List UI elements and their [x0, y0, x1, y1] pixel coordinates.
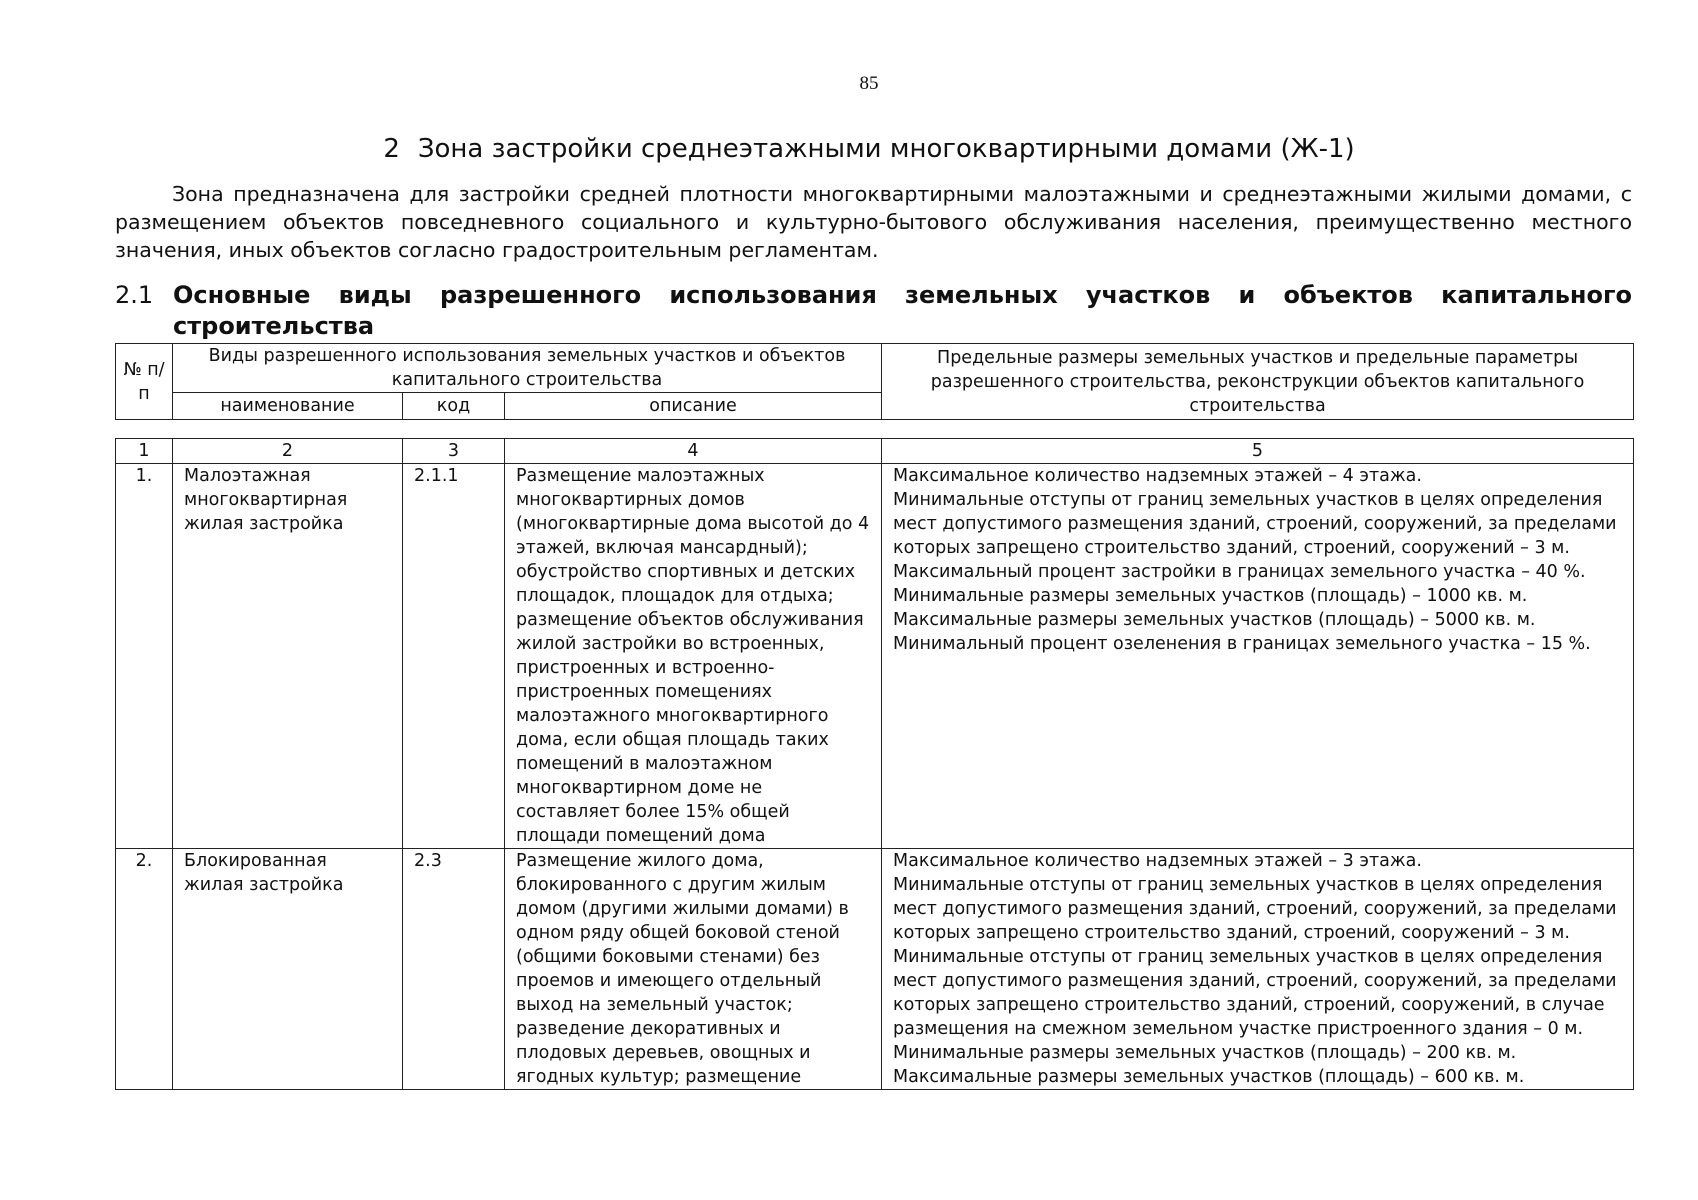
param-line: Минимальные отступы от границ земельных участков в целях определения мест допустимого размещения зданий, строений, сооружений, за пределами которых запрещено строительство зданий, строений, сооружений – 3 м. [893, 875, 1617, 943]
row-name: Блокированная жилая застройка [173, 849, 403, 1090]
table-header [115, 343, 1634, 420]
param-line: Максимальное количество надземных этажей – 4 этажа. [893, 466, 1422, 486]
table-row [116, 849, 1634, 1090]
section-title [0, 134, 1698, 164]
param-line: Минимальные размеры земельных участков (площадь) – 1000 кв. м. [893, 586, 1528, 606]
param-line: Минимальные отступы от границ земельных участков в целях определения мест допустимого размещения зданий, строений, сооружений, за пределами которых запрещено строительство зданий, строений, сооружений – 3 м. [893, 490, 1617, 558]
row-description: Размещение жилого дома, блокированного с другим жилым домом (другими жилыми домами) в одном ряду общей боковой стеной (общими боковыми стенами) без проемов и имеющего отдельный выход на земельный участок; разведение декоративных и плодовых деревьев, овощных и ягодных культур; размещение [505, 849, 882, 1090]
row-name: Малоэтажная многоквартирная жилая застройка [173, 464, 403, 849]
column-number: 2 [173, 439, 403, 464]
header-code: код [403, 393, 505, 420]
param-line: Максимальное количество надземных этажей – 3 этажа. [893, 851, 1422, 871]
page-number: 85 [859, 73, 879, 94]
header-description: описание [505, 393, 882, 420]
param-line: Максимальный процент застройки в границах земельного участка – 40 %. [893, 562, 1586, 582]
column-number: 3 [403, 439, 505, 464]
header-params: Предельные размеры земельных участков и предельные параметры разрешенного строительства, реконструкции объектов капитального строительства [882, 344, 1634, 420]
column-number: 5 [882, 439, 1634, 464]
param-line: Максимальные размеры земельных участков (площадь) – 600 кв. м. [893, 1067, 1525, 1087]
param-line: Минимальный процент озеленения в границах земельного участка – 15 %. [893, 634, 1591, 654]
param-line: Минимальные отступы от границ земельных участков в целях определения мест допустимого размещения зданий, строений, сооружений, за пределами которых запрещено строительство зданий, строений, сооружений, в случае размещения на смежном земельном участке пристроенного здания – 0 м. [893, 947, 1617, 1039]
section-number: 2 [383, 134, 400, 164]
column-number: 4 [505, 439, 882, 464]
subsection-number: 2.1 [115, 281, 154, 309]
table-body [115, 438, 1634, 1090]
subsection-title: Основные виды разрешенного использования земельных участков и объектов капитального строительства [173, 281, 1632, 340]
column-number: 1 [116, 439, 173, 464]
table-row [116, 464, 1634, 849]
row-code: 2.3 [403, 849, 505, 1090]
column-numbers-row [116, 439, 1634, 464]
row-description: Размещение малоэтажных многоквартирных домов (многоквартирные дома высотой до 4 этажей, включая мансардный); обустройство спортивных и детских площадок, площадок для отдыха; размещение объектов обслуживания жилой застройки во встроенных, пристроенных и встроенно-пристроенных помещениях малоэтажного многоквартирного дома, если общая площадь таких помещений в малоэтажном многоквартирном доме не составляет более 15% общей площади помещений дома [505, 464, 882, 849]
param-line: Минимальные размеры земельных участков (площадь) – 200 кв. м. [893, 1043, 1517, 1063]
row-params [882, 464, 1634, 849]
header-group: Виды разрешенного использования земельных участков и объектов капитального строительства [173, 344, 882, 393]
row-params [882, 849, 1634, 1090]
intro-paragraph: Зона предназначена для застройки средней плотности многоквартирными малоэтажными и среднеэтажными жилыми домами, с размещением объектов повседневного социального и культурно-бытового обслуживания населения, преимущественно местного значения, иных объектов согласно градостроительным регламентам. [115, 182, 1632, 262]
param-line: Максимальные размеры земельных участков (площадь) – 5000 кв. м. [893, 610, 1536, 630]
row-number: 2. [116, 849, 173, 1090]
row-code: 2.1.1 [403, 464, 505, 849]
header-no: № п/п [116, 344, 173, 420]
row-number: 1. [116, 464, 173, 849]
section-title-text: Зона застройки среднеэтажными многоквартирными домами (Ж-1) [417, 134, 1355, 164]
header-name: наименование [173, 393, 403, 420]
subsection-heading [115, 280, 1632, 342]
